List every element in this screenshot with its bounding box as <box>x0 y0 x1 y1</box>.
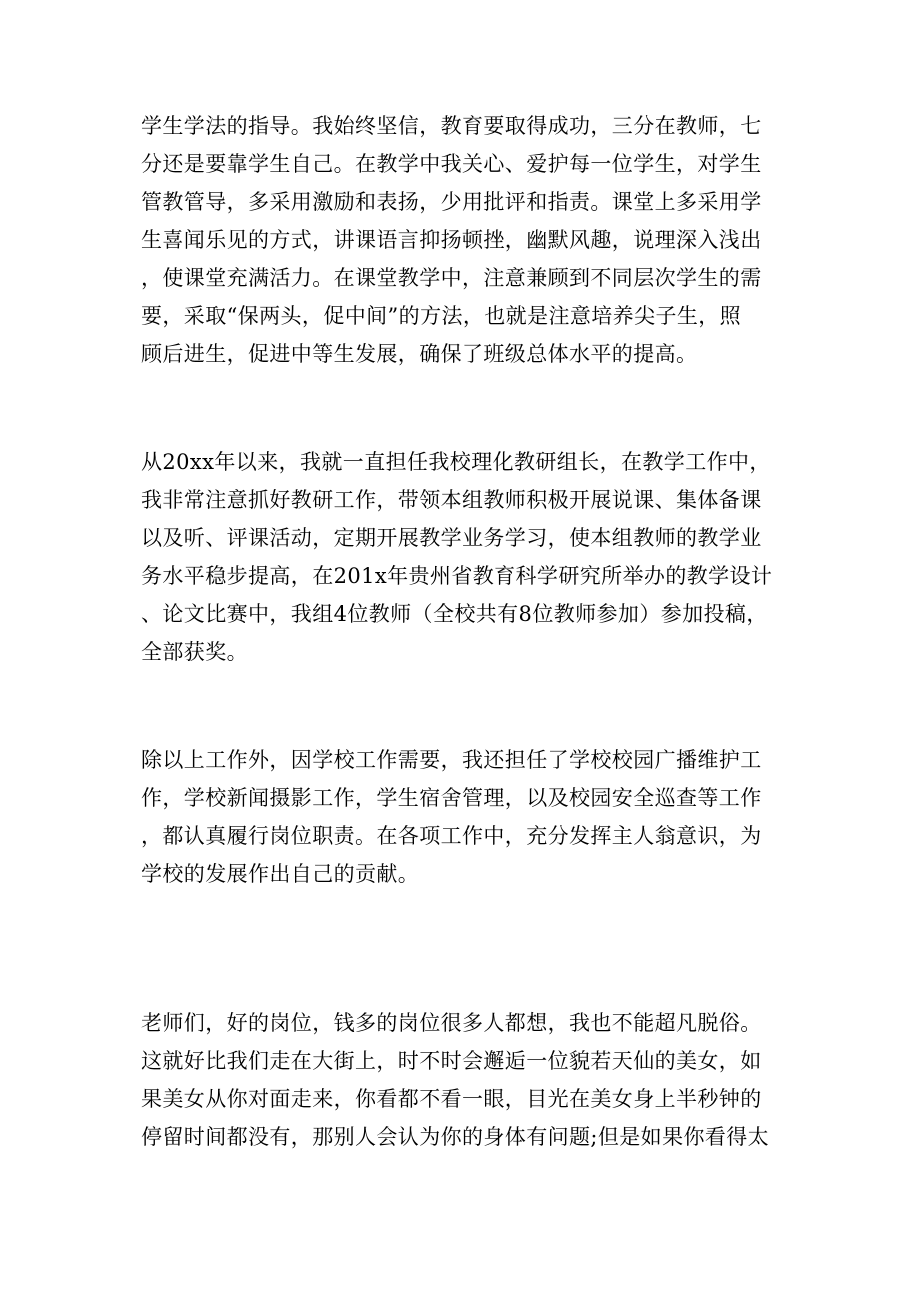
text-line: 分还是要靠学生自己。在教学中我关心、爱护每一位学生，对学生 <box>141 152 762 176</box>
text-line: 从20xx年以来，我就一直担任我校理化教研组长，在教学工作中， <box>141 450 771 474</box>
text-line: 务水平稳步提高，在201x年贵州省教育科学研究所举办的教学设计 <box>141 564 773 588</box>
text-line: ，使课堂充满活力。在课堂教学中，注意兼顾到不同层次学生的需 <box>141 266 762 290</box>
text-line: 以及听、评课活动，定期开展教学业务学习，使本组教师的教学业 <box>141 526 762 550</box>
text-line: 管教管导，多采用激励和表扬，少用批评和指责。课堂上多采用学 <box>141 190 762 214</box>
paragraph-teaching-method <box>141 107 781 373</box>
text-line: ，都认真履行岗位职责。在各项工作中，充分发挥主人翁意识，为 <box>141 824 762 848</box>
text-line: 停留时间都没有，那别人会认为你的身体有问题;但是如果你看得太 <box>141 1125 770 1149</box>
text-line: 、论文比赛中，我组4位教师（全校共有8位教师参加）参加投稿， <box>141 602 768 626</box>
paragraph-other-duties <box>141 741 781 893</box>
text-line: 果美女从你对面走来，你看都不看一眼，目光在美女身上半秒钟的 <box>141 1087 762 1111</box>
text-line: 顾后进生，促进中等生发展，确保了班级总体水平的提高。 <box>141 342 698 366</box>
text-line: 要，采取“保两头，促中间”的方法，也就是注意培养尖子生，照 <box>141 304 742 328</box>
text-line: 我非常注意抓好教研工作，带领本组教师积极开展说课、集体备课 <box>141 488 762 512</box>
text-line: 除以上工作外，因学校工作需要，我还担任了学校校园广播维护工 <box>141 748 762 772</box>
text-line: 全部获奖。 <box>141 640 248 664</box>
paragraph-research-group <box>141 443 781 671</box>
text-line: 学生学法的指导。我始终坚信，教育要取得成功，三分在教师，七 <box>141 114 762 138</box>
text-line: 生喜闻乐见的方式，讲课语言抑扬顿挫，幽默风趣，说理深入浅出 <box>141 228 762 252</box>
text-line: 学校的发展作出自己的贡献。 <box>141 862 420 886</box>
text-line: 作，学校新闻摄影工作，学生宿舍管理，以及校园安全巡查等工作 <box>141 786 762 810</box>
text-line: 这就好比我们走在大街上，时不时会邂逅一位貌若天仙的美女，如 <box>141 1049 762 1073</box>
paragraph-position-analogy <box>141 1004 781 1156</box>
text-line: 老师们，好的岗位，钱多的岗位很多人都想，我也不能超凡脱俗。 <box>141 1011 762 1035</box>
